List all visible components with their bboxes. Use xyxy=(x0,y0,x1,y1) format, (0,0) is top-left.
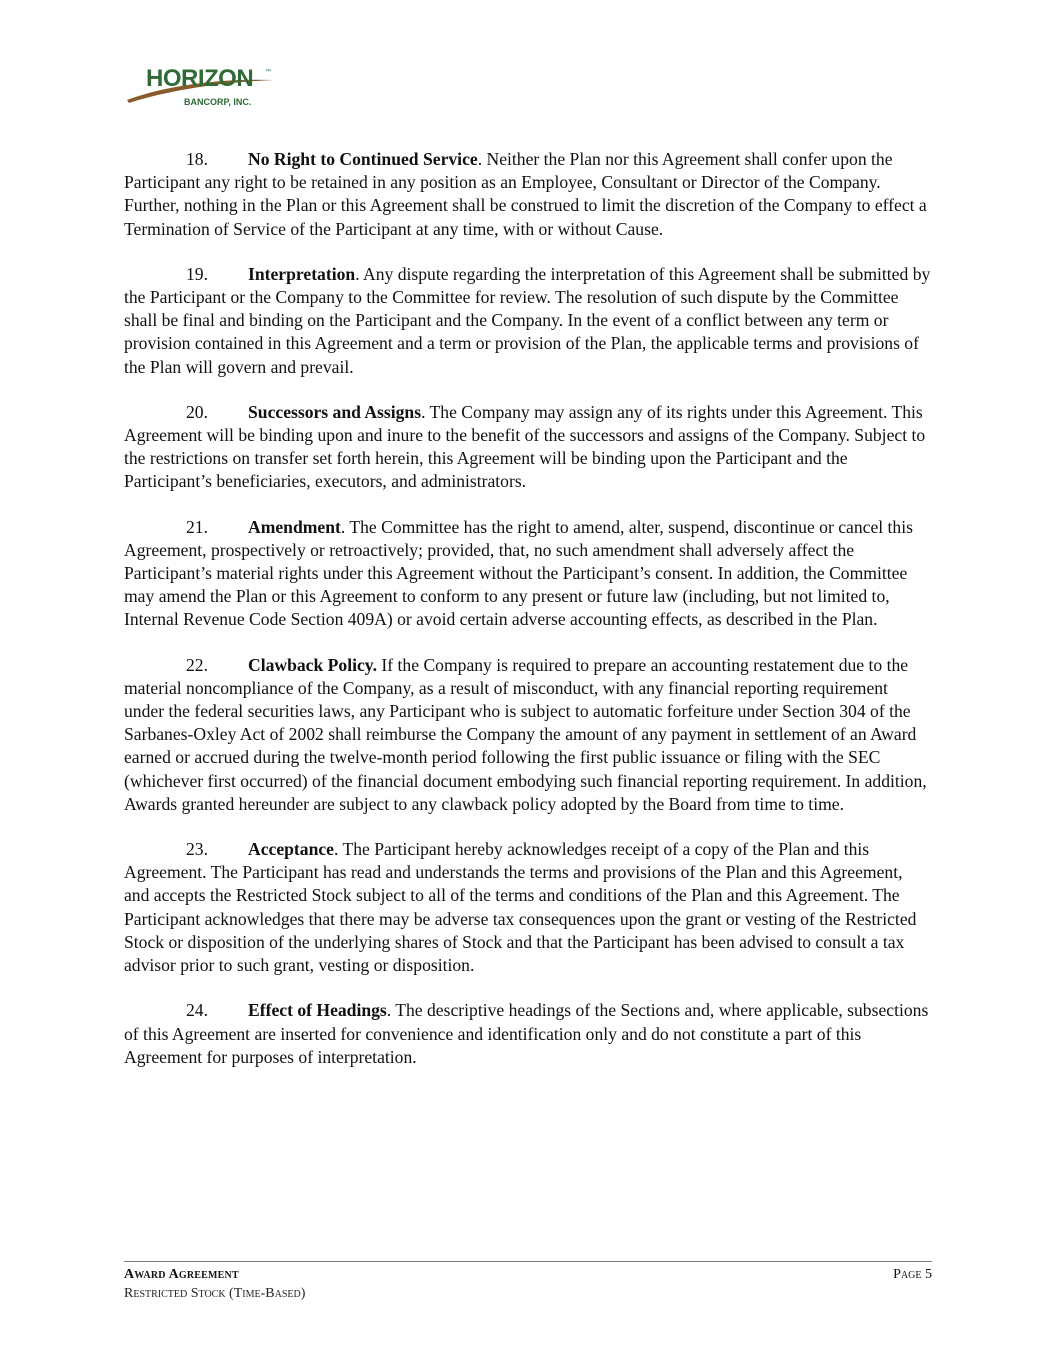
section-number: 18. xyxy=(186,149,208,169)
logo-wordmark: HORIZON xyxy=(146,65,254,92)
footer-left xyxy=(124,1265,305,1303)
section-heading: Amendment xyxy=(248,516,341,537)
section-number: 22. xyxy=(186,654,208,675)
section-text: . The Company may assign any of its rights under this Agreement. This Agreement will be binding upon and inure to the benefit of the successors and assigns of the Company. Subject to the restrictions on transfer set forth herein, this Agreement will be binding upon the Participant and the Participant’s beneficiaries, executors, and administrators. xyxy=(124,401,926,492)
section-text: . Any dispute regarding the interpretation of this Agreement shall be submitted by the Participant or the Company to the Committee for review. The resolution of such dispute by the Committee shall be final and binding on the Participant and the Company. In the event of a conflict between any term or provision contained in this Agreement and a term or provision of the Plan, the applicable terms and provisions of the Plan will govern and prevail. xyxy=(124,263,931,377)
logo-trademark: ™ xyxy=(265,69,271,75)
section-number: 19. xyxy=(186,263,208,284)
section-18 xyxy=(124,148,932,241)
section-heading: Acceptance xyxy=(248,839,334,860)
section-heading: Interpretation xyxy=(248,263,356,284)
section-19 xyxy=(124,263,932,379)
section-text: . Neither the Plan nor this Agreement shall confer upon the Participant any right to be retained in any position as an Employee, Consultant or Director of the Company. Further, nothing in the Plan or this Agreement shall be construed to limit the discretion of the Company to effect a Termination of Service of the Participant at any time, with or without Cause. xyxy=(124,149,927,239)
section-number: 23. xyxy=(186,839,208,860)
agreement-body xyxy=(124,148,932,1091)
section-number: 20. xyxy=(186,401,208,422)
section-20 xyxy=(124,401,932,494)
section-text: If the Company is required to prepare an accounting restatement due to the material noncompliance of the Company, as a result of misconduct, with any financial reporting requirement under the federal securities laws, any Participant who is subject to automatic forfeiture under Section 304 of the Sarbanes-Oxley Act of 2002 shall reimburse the Company the amount of any payment in settlement of an Award earned or accrued during the twelve-month period following the first public issuance or filing with the SEC (whichever first occurred) of the financial document embodying such financial reporting requirement. In addition, Awards granted hereunder are subject to any clawback policy adopted by the Board from time to time. xyxy=(124,654,927,814)
footer-divider xyxy=(124,1261,932,1262)
section-23 xyxy=(124,838,932,977)
section-21 xyxy=(124,516,932,632)
footer-document-subtitle: Restricted Stock (Time-Based) xyxy=(124,1286,306,1301)
company-logo xyxy=(124,62,284,112)
section-text: . The Participant hereby acknowledges receipt of a copy of the Plan and this Agreement. The Participant has read and understands the terms and provisions of the Plan and this Agreement, and accepts the Restricted Stock subject to all of the terms and conditions of the Plan and this Agreement. The Participant acknowledges that there may be adverse tax consequences upon the grant or vesting of the Restricted Stock or disposition of the underlying shares of Stock and that the Participant has been advised to consult a tax advisor prior to such grant, vesting or disposition. xyxy=(124,839,917,976)
page-number: Page 5 xyxy=(893,1267,932,1282)
section-heading: Effect of Headings xyxy=(248,1000,387,1021)
section-text: . The descriptive headings of the Sections and, where applicable, subsections of this Agreement are inserted for convenience and identification only and do not constitute a part of this Agreement for purposes of interpretation. xyxy=(124,1000,929,1067)
section-text: . The Committee has the right to amend, alter, suspend, discontinue or cancel this Agreement, prospectively or retroactively; provided, that, no such amendment shall adversely affect the Participant’s material rights under this Agreement without the Participant’s consent. In addition, the Committee may amend the Plan or this Agreement to conform to any present or future law (including, but not limited to, Internal Revenue Code Section 409A) or avoid certain adverse accounting effects, as described in the Plan. xyxy=(124,516,913,630)
section-22 xyxy=(124,654,932,816)
footer-document-title: Award Agreement xyxy=(124,1267,239,1282)
horizon-logo-graphic xyxy=(124,62,284,112)
section-number: 21. xyxy=(186,516,208,537)
section-heading: Clawback Policy. xyxy=(248,654,378,675)
section-24 xyxy=(124,999,932,1069)
section-heading: Successors and Assigns xyxy=(248,401,422,422)
section-heading: No Right to Continued Service xyxy=(248,149,478,169)
section-number: 24. xyxy=(186,1000,208,1021)
logo-subtitle: BANCORP, INC. xyxy=(184,97,252,107)
